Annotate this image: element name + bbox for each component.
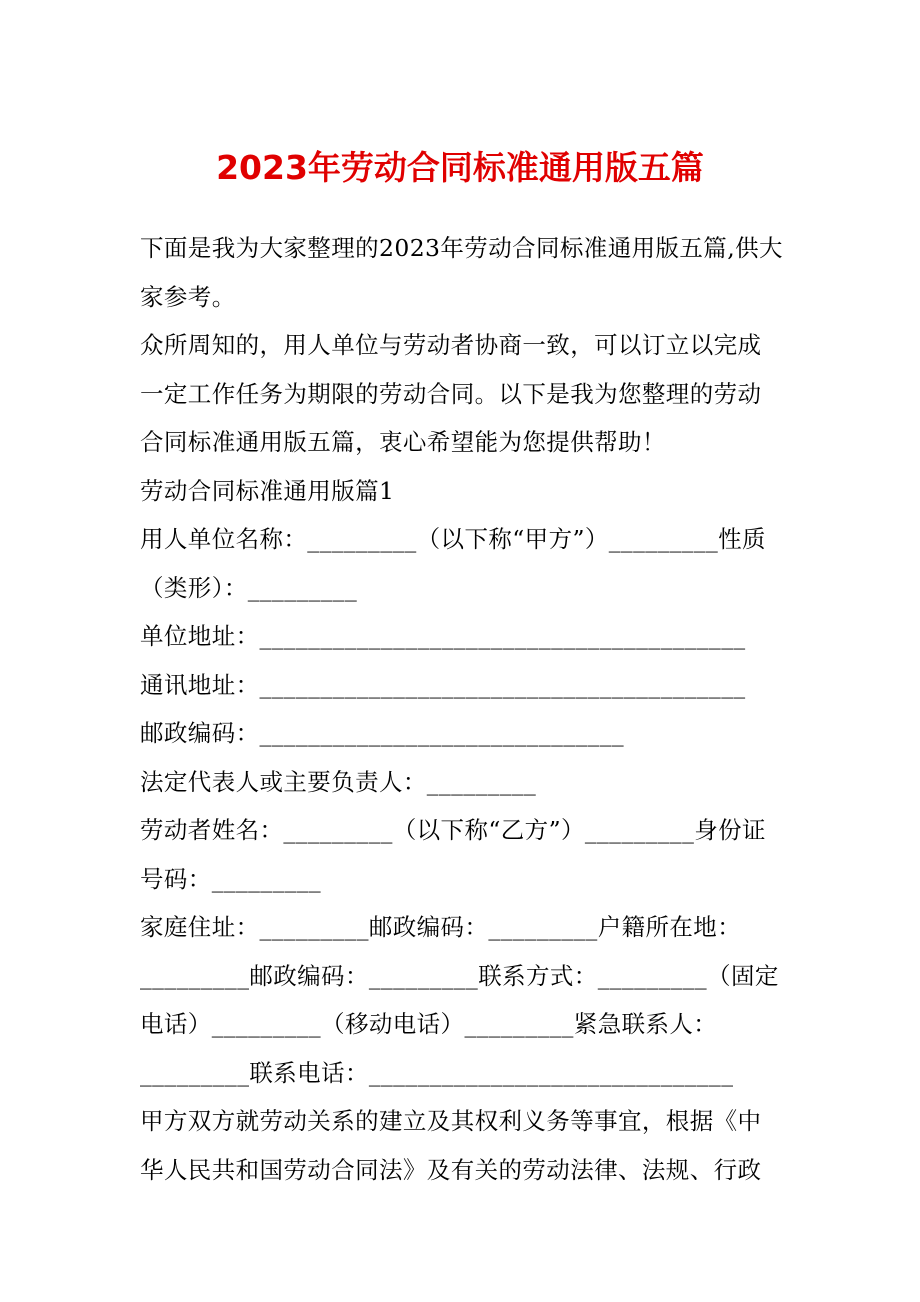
employer-address-line: 单位地址：________________________________________ — [140, 622, 746, 650]
preface-paragraph: 众所周知的，用人单位与劳动者协商一致，可以订立以完成一定工作任务为期限的劳动合同。以下是我为您整理的劳动合同标准通用版五篇，衷心希望能为您提供帮助！ — [140, 331, 762, 456]
employee-contact-paragraph: 家庭住址：_________邮政编码：_________户籍所在地：_________邮政编码：_________联系方式：_________（固定电话）_________（移动电话）_________紧急联系人：_________联系电话：______________________________ — [140, 913, 779, 1087]
employee-name-line: 劳动者姓名：_________（以下称“乙方”）_________身份证号码：_________ — [140, 816, 766, 893]
intro-paragraph: 下面是我为大家整理的2023年劳动合同标准通用版五篇,供大家参考。 — [140, 234, 783, 311]
legal-representative-line: 法定代表人或主要负责人：_________ — [140, 767, 537, 796]
document-body — [140, 224, 785, 1194]
postal-code-line: 邮政编码：______________________________ — [140, 719, 624, 747]
document-title: 2023年劳动合同标准通用版五篇 — [216, 148, 704, 187]
agreement-paragraph: 甲方双方就劳动关系的建立及其权利义务等事宜，根据《中华人民共和国劳动合同法》及有关的劳动法律、法规、行政 — [140, 1107, 762, 1184]
employer-name-line: 用人单位名称：_________（以下称“甲方”）_________性质（类形）：_________ — [140, 525, 766, 602]
section-heading: 劳动合同标准通用版篇1 — [140, 476, 395, 505]
mailing-address-line: 通讯地址：________________________________________ — [140, 670, 746, 699]
